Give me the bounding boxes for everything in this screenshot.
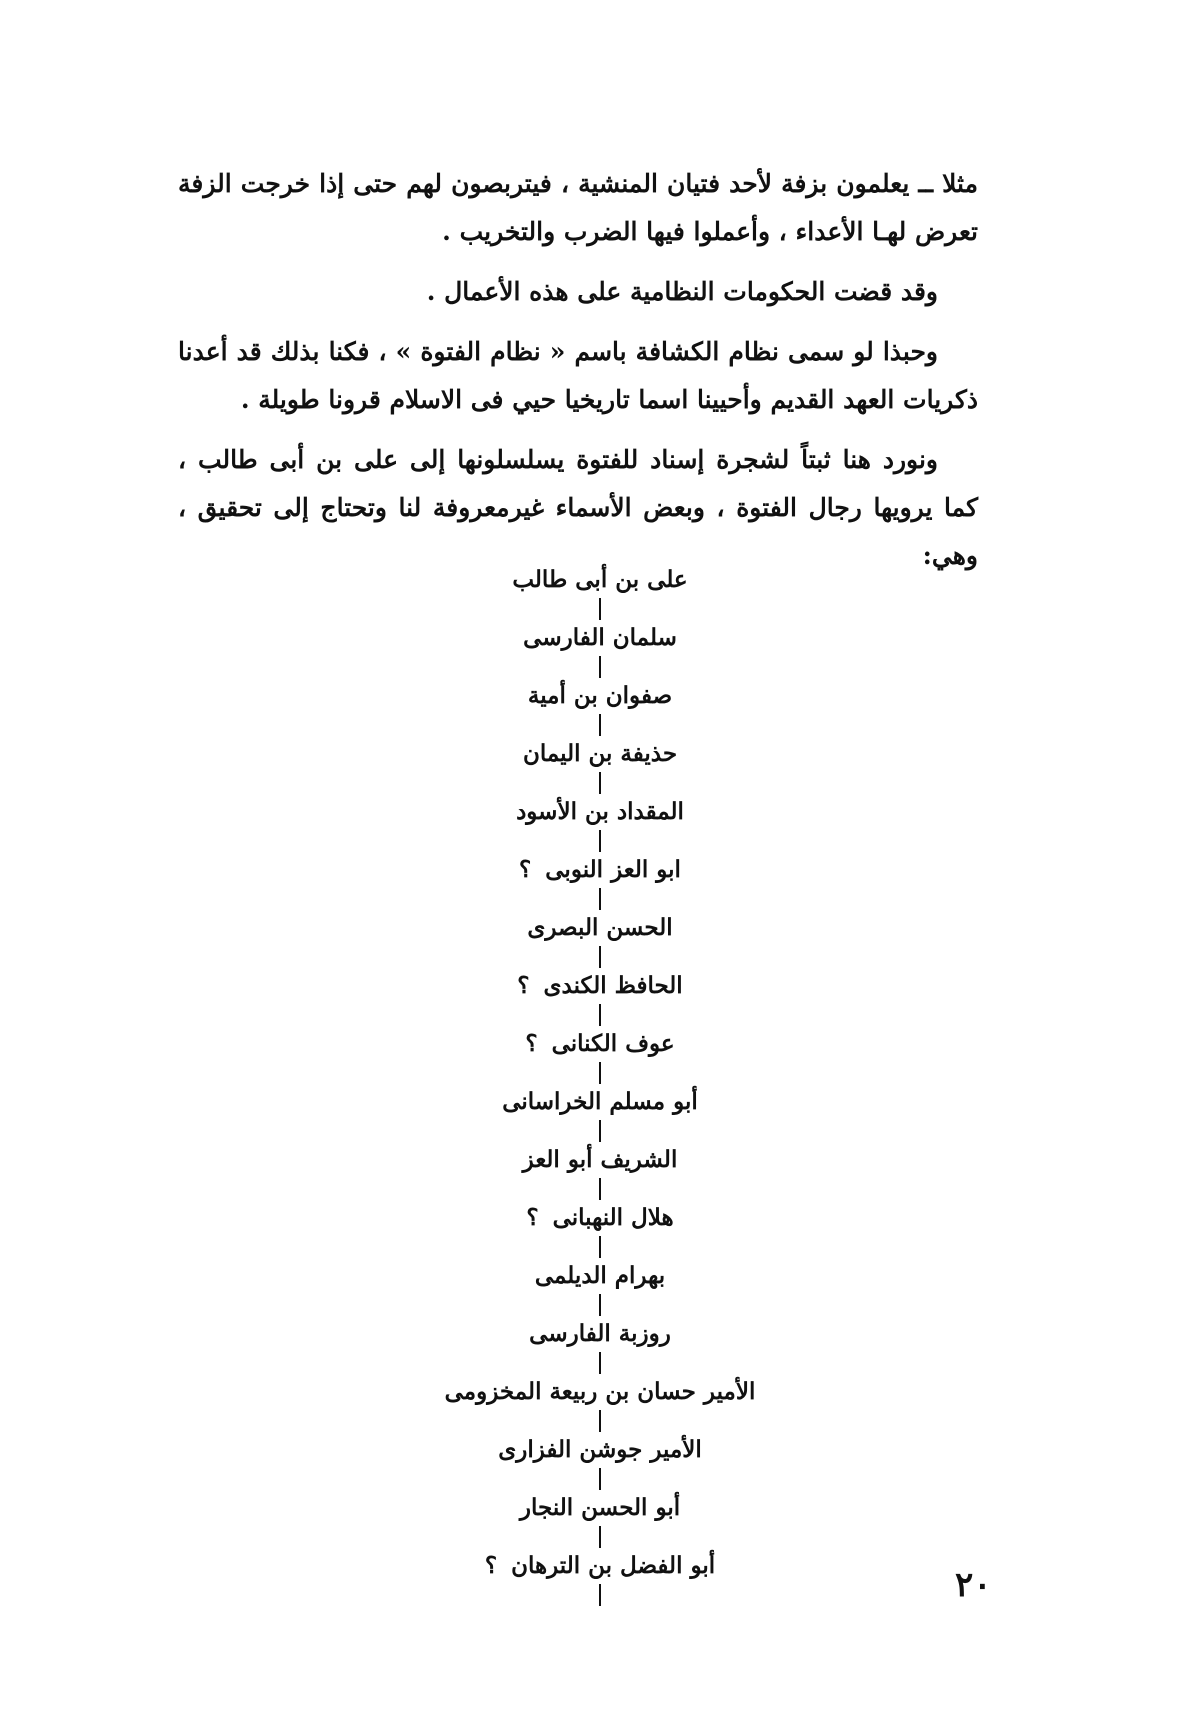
chain-name: [400, 1548, 800, 1584]
chain-name-text: سلمان الفارسى: [523, 624, 677, 651]
chain-connector: [599, 1062, 601, 1084]
chain-name-text: روزبة الفارسى: [529, 1320, 671, 1347]
chain-name-text: الحسن البصرى: [527, 914, 673, 941]
chain-name: [400, 1432, 800, 1468]
chain-name: [400, 968, 800, 1004]
chain-name: [400, 910, 800, 946]
chain-name-text: الأمير حسان بن ربيعة المخزومى: [444, 1378, 756, 1405]
chain-name-text: المقداد بن الأسود: [516, 798, 684, 825]
chain-name: [400, 1374, 800, 1410]
chain-connector: [599, 714, 601, 736]
chain-connector: [599, 1178, 601, 1200]
chain-name-text: أبو الفضل بن الترهان: [511, 1552, 716, 1579]
chain-name: [400, 736, 800, 772]
chain-connector: [599, 830, 601, 852]
paragraph: مثلا ــ يعلمون بزفة لأحد فتيان المنشية ، فيتربصون لهم حتى إذا خرجت الزفة تعرض لهـا الأعداء ، وأعملوا فيها الضرب والتخريب .: [178, 169, 978, 246]
chain-name-text: الأمير جوشن الفزارى: [498, 1436, 702, 1463]
chain-name: [400, 852, 800, 888]
chain-connector: [599, 1294, 601, 1316]
chain-name: [400, 1490, 800, 1526]
chain-connector: [599, 1120, 601, 1142]
chain-name-text: عوف الكنانى: [551, 1030, 675, 1057]
chain-name: [400, 794, 800, 830]
chain-connector: [599, 772, 601, 794]
chain-name: [400, 1026, 800, 1062]
chain-name-text: هلال النهبانى: [552, 1204, 674, 1231]
uncertain-mark: ؟: [519, 856, 532, 883]
chain-name-text: أبو مسلم الخراسانى: [502, 1088, 698, 1115]
chain-name-text: صفوان بن أمية: [527, 682, 673, 709]
chain-name-text: أبو الحسن النجار: [519, 1494, 681, 1521]
chain-name: [400, 1200, 800, 1236]
chain-connector: [599, 1410, 601, 1432]
chain-connector: [599, 1526, 601, 1548]
uncertain-mark: ؟: [526, 1204, 539, 1231]
chain-name-text: ابو العز النوبى: [545, 856, 681, 883]
body-text: [178, 160, 978, 592]
chain-name: [400, 1316, 800, 1352]
paragraph: وقد قضت الحكومات النظامية على هذه الأعمال .: [426, 277, 938, 306]
uncertain-mark: ؟: [484, 1552, 498, 1579]
chain-connector: [599, 1584, 601, 1606]
paragraph: ونورد هنا ثبتاً لشجرة إسناد للفتوة يسلسلونها إلى على بن أبى طالب ، كما يرويها رجال الفتوة ، وبعض الأسماء غيرمعروفة لنا وتحتاج إلى تحقيق ، وهي:: [178, 445, 978, 570]
chain-name: [400, 1258, 800, 1294]
uncertain-mark: ؟: [525, 1030, 538, 1057]
chain-name-text: بهرام الديلمى: [534, 1262, 666, 1289]
chain-connector: [599, 1468, 601, 1490]
chain-connector: [599, 1004, 601, 1026]
chain-name: [400, 562, 800, 598]
paragraph: وحبذا لو سمى نظام الكشافة باسم « نظام الفتوة » ، فكنا بذلك قد أعدنا ذكريات العهد القديم وأحيينا اسما تاريخيا حيي فى الاسلام قرونا طويلة .: [178, 337, 978, 414]
chain-connector: [599, 1236, 601, 1258]
chain-connector: [599, 888, 601, 910]
chain-name-text: الحافظ الكندى: [543, 972, 683, 999]
chain-name-text: الشريف أبو العز: [522, 1146, 678, 1173]
chain-name: [400, 678, 800, 714]
isnad-chain: [400, 562, 800, 1606]
chain-name-text: على بن أبى طالب: [512, 566, 688, 593]
uncertain-mark: ؟: [517, 972, 530, 999]
page-number: ٢٠: [955, 1565, 992, 1605]
chain-name: [400, 1142, 800, 1178]
chain-connector: [599, 656, 601, 678]
chain-connector: [599, 946, 601, 968]
chain-connector: [599, 598, 601, 620]
chain-name: [400, 620, 800, 656]
chain-connector: [599, 1352, 601, 1374]
chain-name-text: حذيفة بن اليمان: [522, 740, 678, 767]
chain-name: [400, 1084, 800, 1120]
